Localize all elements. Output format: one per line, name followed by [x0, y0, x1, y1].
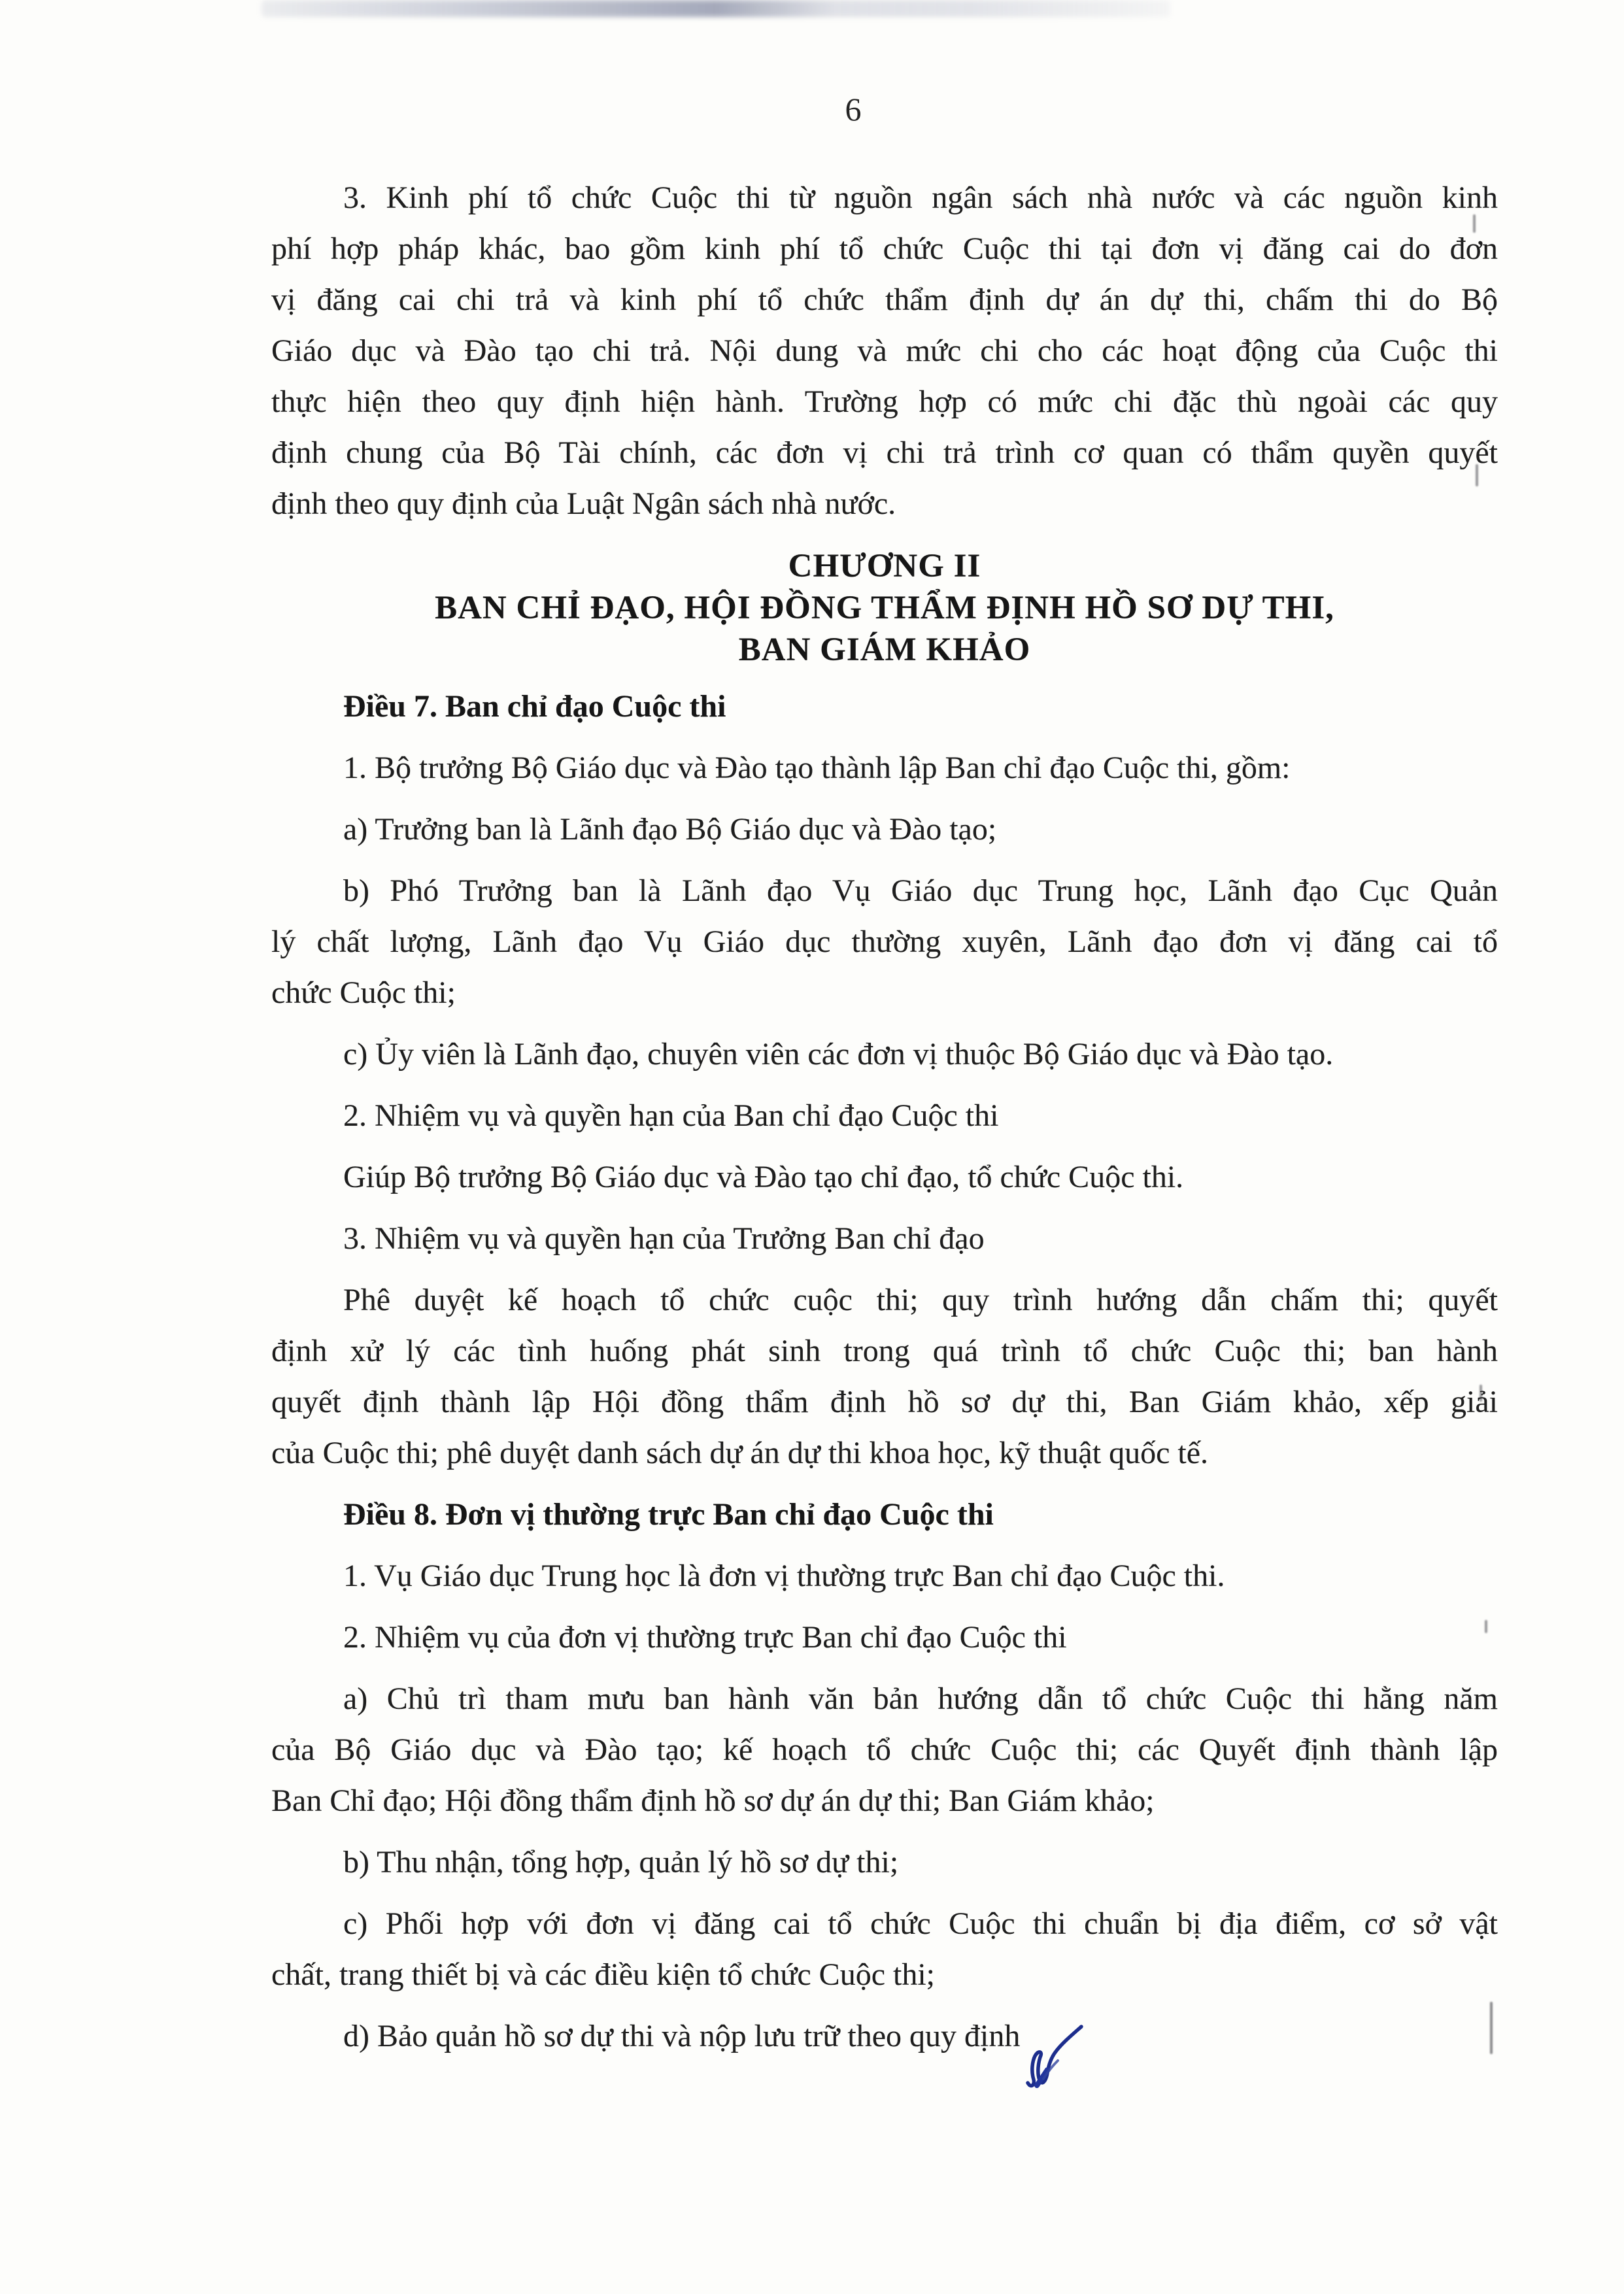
text-line: a) Chủ trì tham mưu ban hành văn bản hướng dẫn tổ chức Cuộc thi hằng năm — [343, 1681, 1498, 1716]
article-8-item-c — [271, 1898, 1498, 2000]
text-line: định xử lý các tình huống phát sinh trong quá trình tổ chức Cuộc thi; ban hành — [271, 1334, 1498, 1368]
text-line: b) Phó Trưởng ban là Lãnh đạo Vụ Giáo dục Trung học, Lãnh đạo Cục Quản — [343, 873, 1498, 908]
article-7-item-3-body — [271, 1275, 1498, 1479]
chapter-heading — [271, 545, 1498, 671]
chapter-number: CHƯƠNG II — [788, 548, 981, 584]
article-8-heading: Điều 8. Đơn vị thường trực Ban chỉ đạo Cuộc thi — [343, 1497, 994, 1532]
text-line: c) Phối hợp với đơn vị đăng cai tổ chức Cuộc thi chuẩn bị địa điểm, cơ sở vật — [343, 1906, 1498, 1941]
article-8-item-2: 2. Nhiệm vụ của đơn vị thường trực Ban chỉ đạo Cuộc thi — [343, 1620, 1067, 1655]
article-7-item-2-body: Giúp Bộ trưởng Bộ Giáo dục và Đào tạo chỉ đạo, tổ chức Cuộc thi. — [343, 1160, 1184, 1194]
scan-bleed-artifact — [262, 0, 1170, 17]
article-7-item-b — [271, 866, 1498, 1019]
article-7-item-2: 2. Nhiệm vụ và quyền hạn của Ban chỉ đạo Cuộc thi — [343, 1098, 999, 1133]
article-8-item-a — [271, 1674, 1498, 1827]
pen-mark-icon — [1021, 2023, 1084, 2096]
text-line: chất, trang thiết bị và các điều kiện tổ chức Cuộc thi; — [271, 1957, 936, 1992]
text-line: của Cuộc thi; phê duyệt danh sách dự án dự thi khoa học, kỹ thuật quốc tế. — [271, 1436, 1209, 1470]
article-8-item-d — [271, 2011, 1498, 2062]
article-7-item-1: 1. Bộ trưởng Bộ Giáo dục và Đào tạo thành lập Ban chỉ đạo Cuộc thi, gồm: — [343, 751, 1291, 785]
text-line: d) Bảo quản hồ sơ dự thi và nộp lưu trữ theo quy định — [343, 2019, 1021, 2053]
article-7-heading: Điều 7. Ban chỉ đạo Cuộc thi — [343, 689, 726, 724]
document-body — [271, 162, 1498, 2062]
text-line: của Bộ Giáo dục và Đào tạo; kế hoạch tổ chức Cuộc thi; các Quyết định thành lập — [271, 1732, 1498, 1767]
text-line: quyết định thành lập Hội đồng thẩm định hồ sơ dự thi, Ban Giám khảo, xếp giải — [271, 1385, 1498, 1419]
text-line: vị đăng cai chi trả và kinh phí tổ chức thẩm định dự án dự thi, chấm thi do Bộ — [271, 282, 1498, 317]
article-8-item-1: 1. Vụ Giáo dục Trung học là đơn vị thường trực Ban chỉ đạo Cuộc thi. — [343, 1559, 1225, 1593]
text-line: chức Cuộc thi; — [271, 975, 456, 1010]
text-line: định theo quy định của Luật Ngân sách nhà nước. — [271, 486, 896, 521]
article-8-item-b: b) Thu nhận, tổng hợp, quản lý hồ sơ dự thi; — [343, 1845, 899, 1880]
text-line: phí hợp pháp khác, bao gồm kinh phí tổ chức Cuộc thi tại đơn vị đăng cai do đơn — [271, 231, 1498, 266]
text-line: Phê duyệt kế hoạch tổ chức cuộc thi; quy trình hướng dẫn chấm thi; quyết — [343, 1283, 1498, 1317]
text-line: Ban Chỉ đạo; Hội đồng thẩm định hồ sơ dự án dự thi; Ban Giám khảo; — [271, 1783, 1155, 1818]
article-7-item-c: c) Ủy viên là Lãnh đạo, chuyên viên các đơn vị thuộc Bộ Giáo dục và Đào tạo. — [343, 1037, 1334, 1071]
chapter-title-line-1: BAN CHỈ ĐẠO, HỘI ĐỒNG THẨM ĐỊNH HỒ SƠ DỰ THI, — [435, 590, 1334, 626]
text-line: lý chất lượng, Lãnh đạo Vụ Giáo dục thường xuyên, Lãnh đạo đơn vị đăng cai tổ — [271, 924, 1498, 959]
text-line: Giáo dục và Đào tạo chi trả. Nội dung và mức chi cho các hoạt động của Cuộc thi — [271, 333, 1498, 368]
page-number: 6 — [845, 91, 862, 127]
article-7-item-a: a) Trưởng ban là Lãnh đạo Bộ Giáo dục và Đào tạo; — [343, 812, 997, 847]
chapter-title-line-2: BAN GIÁM KHẢO — [738, 632, 1031, 668]
body-paragraph-3 — [271, 173, 1498, 530]
text-line: thực hiện theo quy định hiện hành. Trường hợp có mức chi đặc thù ngoài các quy — [271, 384, 1498, 419]
article-7-item-3: 3. Nhiệm vụ và quyền hạn của Trưởng Ban chỉ đạo — [343, 1221, 985, 1256]
text-line: 3. Kinh phí tổ chức Cuộc thi từ nguồn ngân sách nhà nước và các nguồn kinh — [343, 180, 1498, 215]
text-line: định chung của Bộ Tài chính, các đơn vị chi trả trình cơ quan có thẩm quyền quyết — [271, 435, 1498, 470]
